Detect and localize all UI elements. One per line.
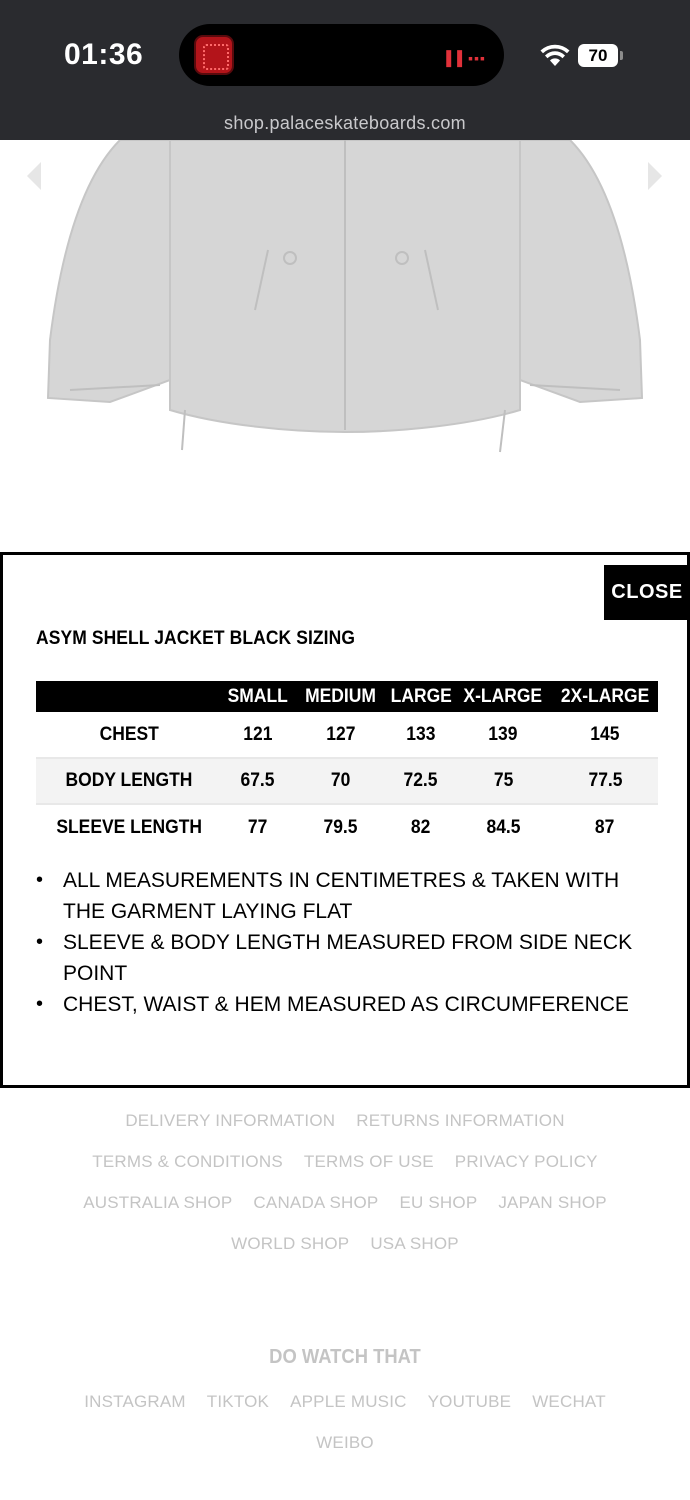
table-header-cell: 2X-LARGE	[552, 681, 658, 712]
table-row	[36, 758, 658, 804]
social-link-instagram[interactable]: INSTAGRAM	[84, 1391, 186, 1411]
row-label: BODY LENGTH	[36, 758, 222, 804]
close-button[interactable]: CLOSE	[604, 565, 690, 620]
table-cell: 75	[454, 758, 552, 804]
battery-tip	[620, 51, 623, 60]
table-header-cell: MEDIUM	[294, 681, 388, 712]
table-row	[36, 804, 658, 850]
table-header-cell: SMALL	[222, 681, 294, 712]
footer-link-australia-shop[interactable]: AUSTRALIA SHOP	[83, 1192, 233, 1212]
table-cell: 145	[552, 712, 658, 758]
footer-link-usa-shop[interactable]: USA SHOP	[370, 1233, 459, 1253]
battery-icon: 70	[578, 44, 618, 67]
footer-links	[0, 1100, 690, 1264]
dynamic-island[interactable]	[179, 24, 504, 86]
footer-row	[0, 1223, 690, 1264]
table-cell: 79.5	[323, 816, 358, 838]
social-heading: DO WATCH THAT	[269, 1346, 421, 1368]
table-cell: 133	[388, 712, 455, 758]
list-item: • ALL MEASUREMENTS IN CENTIMETRES & TAKEN WITH THE GARMENT LAYING FLAT	[36, 865, 661, 927]
footer-row	[0, 1100, 690, 1141]
table-cell: 77.5	[552, 758, 658, 804]
social-link-weibo[interactable]: WEIBO	[316, 1432, 374, 1452]
table-header-row	[36, 681, 658, 712]
table-cell: 84.5	[486, 816, 521, 838]
now-playing-artwork-icon	[194, 35, 234, 75]
footer-link-terms-conditions[interactable]: TERMS & CONDITIONS	[92, 1151, 283, 1171]
footer-link-eu-shop[interactable]: EU SHOP	[399, 1192, 478, 1212]
social-link-wechat[interactable]: WECHAT	[532, 1391, 606, 1411]
social-link-tiktok[interactable]: TIKTOK	[206, 1391, 270, 1411]
footer-row	[0, 1422, 690, 1463]
footer-link-terms-of-use[interactable]: TERMS OF USE	[303, 1151, 434, 1171]
list-item: • SLEEVE & BODY LENGTH MEASURED FROM SIDE NECK POINT	[36, 927, 661, 989]
footer-link-returns[interactable]: RETURNS INFORMATION	[356, 1110, 565, 1130]
table-header-cell: LARGE	[388, 681, 455, 712]
row-label: CHEST	[36, 712, 222, 758]
footer-row	[0, 1182, 690, 1223]
size-chart-table	[36, 681, 658, 850]
footer-row	[0, 1381, 690, 1422]
footer-link-privacy[interactable]: PRIVACY POLICY	[454, 1151, 598, 1171]
jacket-product-image	[0, 140, 690, 552]
sizing-modal	[0, 552, 690, 1088]
url-bar[interactable]: shop.palaceskateboards.com	[224, 113, 466, 133]
status-time: 01:36	[64, 38, 144, 71]
table-header-cell: X-LARGE	[454, 681, 552, 712]
table-cell: 87	[595, 816, 615, 838]
social-links	[0, 1381, 690, 1463]
table-row	[36, 712, 658, 758]
social-link-youtube[interactable]: YOUTUBE	[427, 1391, 512, 1411]
table-cell: 77	[247, 816, 268, 838]
sizing-title: ASYM SHELL JACKET BLACK SIZING	[36, 628, 356, 649]
browser-top-bar	[0, 0, 690, 140]
table-cell: 67.5	[222, 758, 294, 804]
table-cell: 70	[294, 758, 388, 804]
row-label: SLEEVE LENGTH	[56, 816, 202, 838]
list-item: • CHEST, WAIST & HEM MEASURED AS CIRCUMFERENCE	[36, 989, 661, 1020]
table-header-cell	[36, 681, 222, 712]
footer-link-canada-shop[interactable]: CANADA SHOP	[253, 1192, 379, 1212]
table-cell: 72.5	[388, 758, 455, 804]
footer-link-japan-shop[interactable]: JAPAN SHOP	[498, 1192, 607, 1212]
footer-row	[0, 1141, 690, 1182]
table-cell: 121	[222, 712, 294, 758]
table-cell: 127	[294, 712, 388, 758]
wifi-icon	[540, 42, 570, 68]
table-cell: 139	[454, 712, 552, 758]
social-link-apple-music[interactable]: APPLE MUSIC	[290, 1391, 407, 1411]
audio-wave-icon: ▌▌▪▪▪	[446, 50, 486, 66]
footer-link-world-shop[interactable]: WORLD SHOP	[231, 1233, 350, 1253]
product-image-carousel	[0, 140, 690, 552]
footer-link-delivery[interactable]: DELIVERY INFORMATION	[125, 1110, 336, 1130]
sizing-notes-list	[36, 865, 661, 1020]
table-cell: 82	[411, 816, 431, 838]
